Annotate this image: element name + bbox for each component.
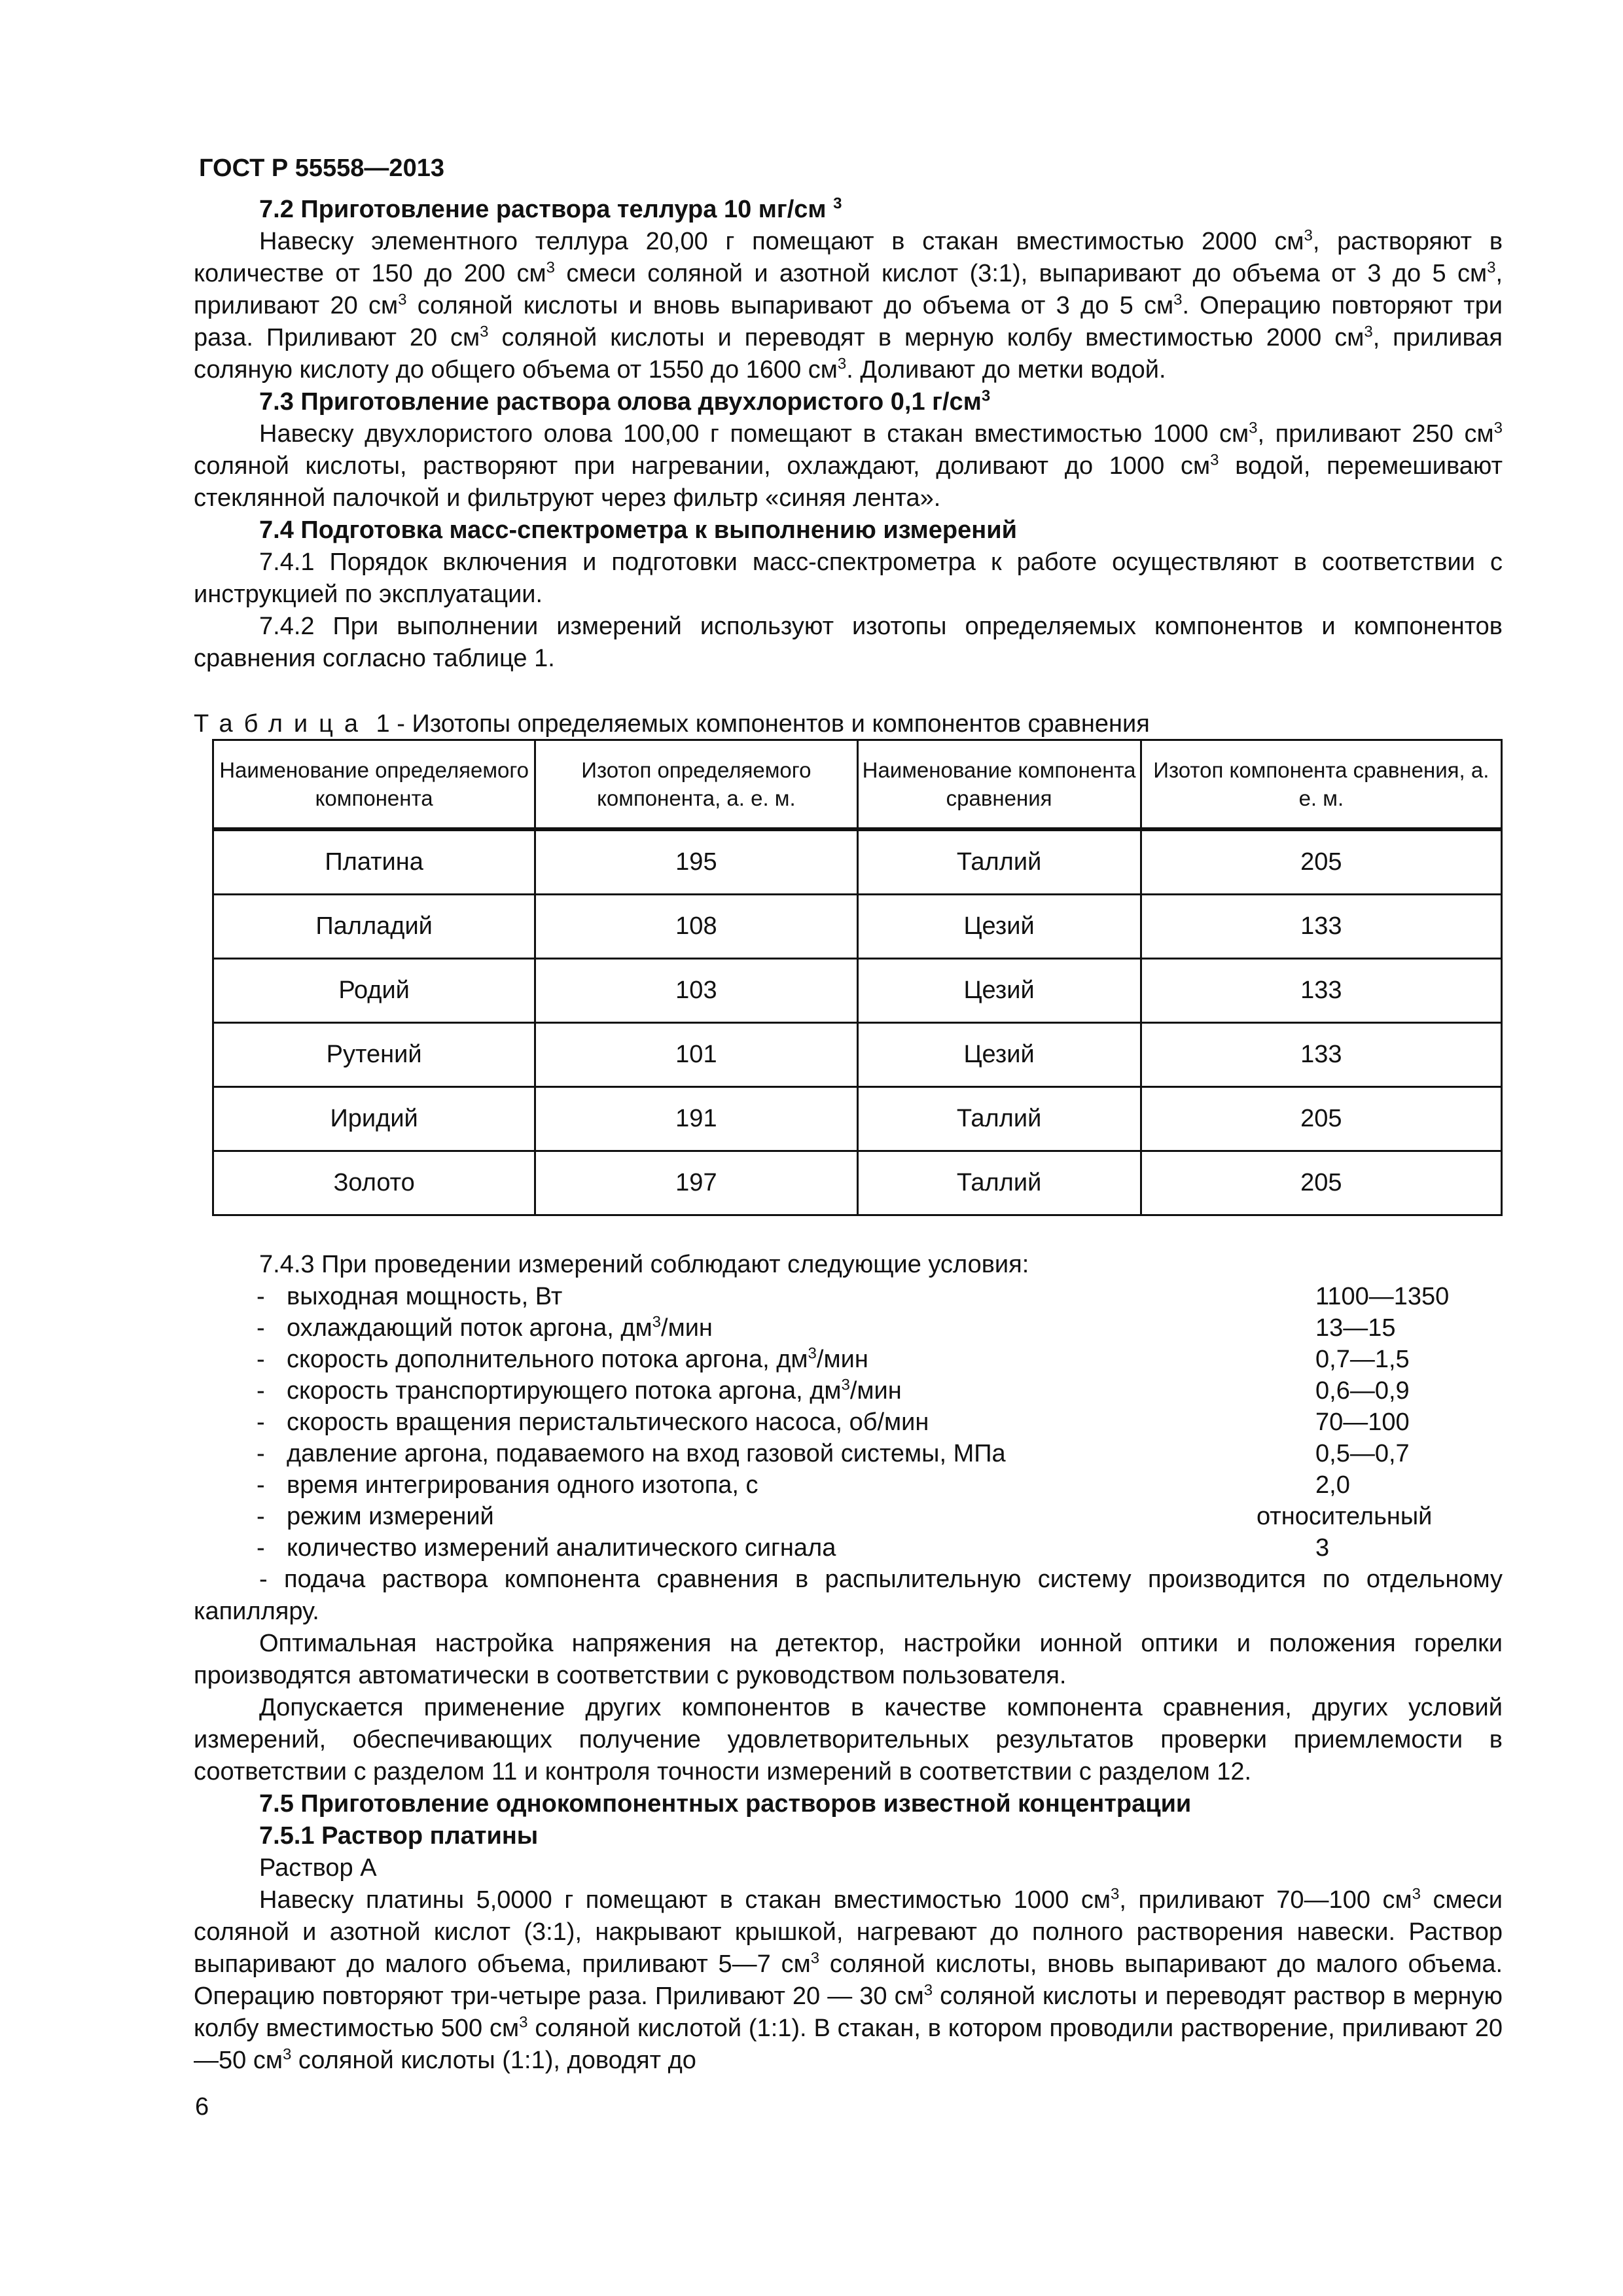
isotope-table bbox=[212, 739, 1503, 1216]
section-7-2-title: 7.2 Приготовление раствора теллура 10 мг/см $^3$ bbox=[259, 194, 842, 223]
section-7-4-3-intro: 7.4.3 При проведении измерений соблюдают следующие условия: bbox=[259, 1251, 1029, 1278]
condition-value: 0,7—1,5 bbox=[1315, 1346, 1410, 1373]
table-row bbox=[213, 829, 1502, 895]
section-7-3-text: Навеску двухлористого олова 100,00 г помещают в стакан вместимостью 1000 $см^3$, приливают 250 $см^3$ соляной кислоты, растворяют при нагревании, охлаждают, доливают до 1000 $см^3$ водой, перемешивают стеклянной палочкой и фильтруют через фильтр «синяя лента». bbox=[194, 419, 1503, 512]
table-cell: 133 bbox=[1141, 895, 1501, 959]
table-cell: Таллий bbox=[857, 1151, 1141, 1215]
table-cell: Рутений bbox=[213, 1023, 535, 1087]
document-header: ГОСТ Р 55558—2013 bbox=[199, 154, 444, 182]
table-header-row bbox=[213, 740, 1502, 830]
table-cell: 133 bbox=[1141, 1023, 1501, 1087]
condition-value: 70—100 bbox=[1315, 1408, 1410, 1436]
table-header-cell: Изотоп определяемого компонента, а. е. м. bbox=[535, 740, 857, 830]
condition-row: - время интегрирования одного изотопа, с 2,0 bbox=[257, 1469, 1489, 1501]
allowed-alternatives-text: Допускается применение других компонентов в качестве компонента сравнения, других условий измерений, обеспечивающих получение удовлетворительных результатов проверки приемлемости в соответствии с разделом 11 и контроля точности измерений в соответствии с разделом 12. bbox=[194, 1694, 1503, 1785]
table-cell: 101 bbox=[535, 1023, 857, 1087]
section-7-4-2-text: 7.4.2 При выполнении измерений используют изотопы определяемых компонентов и компонентов сравнения согласно таблице 1. bbox=[194, 613, 1503, 672]
table-cell: 103 bbox=[535, 959, 857, 1023]
condition-row: - скорость вращения перистальтического насоса, об/мин 70—100 bbox=[257, 1407, 1489, 1438]
optimal-settings-text: Оптимальная настройка напряжения на детектор, настройки ионной оптики и положения горелки производятся автоматически в соответствии с руководством пользователя. bbox=[194, 1630, 1503, 1689]
table-cell: 195 bbox=[535, 829, 857, 895]
table-row bbox=[213, 895, 1502, 959]
condition-row: - давление аргона, подаваемого на вход газовой системы, МПа 0,5—0,7 bbox=[257, 1438, 1489, 1469]
table-cell: 205 bbox=[1141, 829, 1501, 895]
condition-row: - скорость дополнительного потока аргона, $дм^3$/мин 0,7—1,5 bbox=[257, 1344, 1489, 1375]
condition-label: давление аргона, подаваемого на вход газовой системы, МПа bbox=[287, 1440, 1006, 1467]
condition-label: время интегрирования одного изотопа, с bbox=[287, 1471, 758, 1499]
table-row bbox=[213, 1023, 1502, 1087]
condition-row: - охлаждающий поток аргона, $дм^3$/мин 13—15 bbox=[257, 1312, 1489, 1344]
condition-value: 1100—1350 bbox=[1315, 1283, 1450, 1310]
section-7-3-title: 7.3 Приготовление раствора олова двухлористого 0,1 $г/см^3$ bbox=[259, 387, 991, 416]
table-cell: 197 bbox=[535, 1151, 857, 1215]
table-cell: 205 bbox=[1141, 1151, 1501, 1215]
table-header-cell: Наименование компонента сравнения bbox=[857, 740, 1141, 830]
section-7-5-1-title: 7.5.1 Раствор платины bbox=[259, 1822, 539, 1850]
condition-label: охлаждающий поток аргона, дм bbox=[287, 1314, 652, 1342]
table-cell: Цезий bbox=[857, 1023, 1141, 1087]
table-cell: Родий bbox=[213, 959, 535, 1023]
condition-value: 13—15 bbox=[1315, 1314, 1396, 1342]
condition-value: 3 bbox=[1315, 1534, 1330, 1562]
condition-label: выходная мощность, Вт bbox=[287, 1283, 563, 1310]
table-cell: Цезий bbox=[857, 959, 1141, 1023]
table-row bbox=[213, 1151, 1502, 1215]
condition-label: режим измерений bbox=[287, 1503, 494, 1530]
feed-text: - подача раствора компонента сравнения в распылительную систему производится по отдельному капилляру. bbox=[194, 1566, 1503, 1625]
page-content bbox=[194, 194, 1503, 2077]
condition-row: - количество измерений аналитического сигнала 3 bbox=[257, 1532, 1489, 1564]
condition-row: - режим измерений относительный bbox=[257, 1501, 1489, 1532]
condition-label: скорость вращения перистальтического насоса, об/мин bbox=[287, 1408, 929, 1436]
table-cell: Палладий bbox=[213, 895, 535, 959]
condition-label: скорость дополнительного потока аргона, дм bbox=[287, 1346, 808, 1373]
table-cell: Иридий bbox=[213, 1087, 535, 1151]
table-header-cell: Наименование определяемого компонента bbox=[213, 740, 535, 830]
page-number: 6 bbox=[195, 2093, 209, 2121]
condition-row: - выходная мощность, Вт 1100—1350 bbox=[257, 1281, 1489, 1312]
table-cell: 205 bbox=[1141, 1087, 1501, 1151]
condition-value: 0,5—0,7 bbox=[1315, 1440, 1410, 1467]
section-7-2-text: Навеску элементного теллура 20,00 г помещают в стакан вместимостью 2000 $см^3$, растворяют в количестве от 150 до 200 $см^3$ смеси соляной и азотной кислот (3:1), выпаривают до объема от 3 до 5 $см^3$, приливают 20 $см^3$ соляной кислоты и вновь выпаривают до объема от 3 до 5 $см^3$. Операцию повторяют три раза. Приливают 20 $см^3$ соляной кислоты и переводят в мерную колбу вместимостью 2000 $см^3$, приливая соляную кислоту до общего объема от 1550 до 1600 $см^3$. Доливают до метки водой. bbox=[194, 226, 1503, 384]
table-cell: Платина bbox=[213, 829, 535, 895]
condition-label: количество измерений аналитического сигнала bbox=[287, 1534, 836, 1562]
table-cell: 191 bbox=[535, 1087, 857, 1151]
section-7-4-title: 7.4 Подготовка масс-спектрометра к выполнению измерений bbox=[259, 516, 1017, 544]
condition-row: - скорость транспортирующего потока аргона, $дм^3$/мин 0,6—0,9 bbox=[257, 1375, 1489, 1407]
section-7-5-title: 7.5 Приготовление однокомпонентных растворов известной концентрации bbox=[259, 1790, 1192, 1818]
section-7-4-1-text: 7.4.1 Порядок включения и подготовки масс-спектрометра к работе осуществляют в соответствии с инструкцией по эксплуатации. bbox=[194, 548, 1503, 608]
table-header-cell: Изотоп компонента сравнения, а. е. м. bbox=[1141, 740, 1501, 830]
table-cell: Цезий bbox=[857, 895, 1141, 959]
table-row bbox=[213, 959, 1502, 1023]
conditions-list bbox=[257, 1281, 1489, 1564]
condition-value: относительный bbox=[1257, 1503, 1433, 1530]
table-caption: Таблица 1 - Изотопы определяемых компонентов и компонентов сравнения bbox=[194, 710, 1150, 738]
table-row bbox=[213, 1087, 1502, 1151]
solution-label: Раствор А bbox=[259, 1854, 377, 1882]
table-cell: 133 bbox=[1141, 959, 1501, 1023]
condition-value: 2,0 bbox=[1315, 1471, 1350, 1499]
condition-label: скорость транспортирующего потока аргона, дм bbox=[287, 1377, 842, 1405]
table-cell: 108 bbox=[535, 895, 857, 959]
condition-value: 0,6—0,9 bbox=[1315, 1377, 1410, 1405]
table-cell: Таллий bbox=[857, 829, 1141, 895]
section-7-5-1-text: Навеску платины 5,0000 г помещают в стакан вместимостью 1000 $см^3$, приливают 70—100 $см^3$ смеси соляной и азотной кислот (3:1), накрывают крышкой, нагревают до полного растворения навески. Раствор выпаривают до малого объема, приливают 5—7 $см^3$ соляной кислоты, вновь выпаривают до малого объема. Операцию повторяют три-четыре раза. Приливают 20 — 30 $см^3$ соляной кислоты и переводят раствор в мерную колбу вместимостью 500 $см^3$ соляной кислотой (1:1). В стакан, в котором проводили растворение, приливают 20—50 $см^3$ соляной кислоты (1:1), доводят до bbox=[194, 1885, 1503, 2074]
table-cell: Золото bbox=[213, 1151, 535, 1215]
table-cell: Таллий bbox=[857, 1087, 1141, 1151]
